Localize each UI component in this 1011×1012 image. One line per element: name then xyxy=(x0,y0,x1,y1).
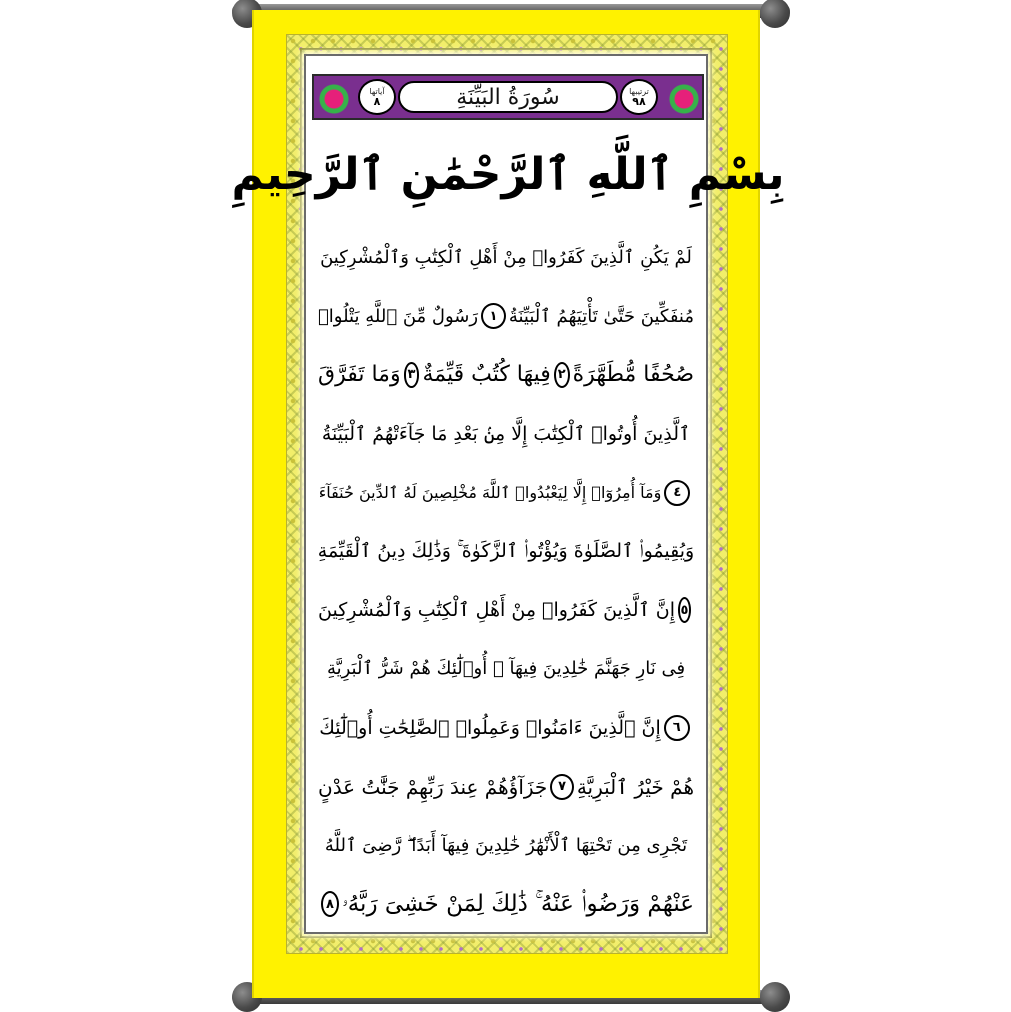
ayah-number-marker: ٣ xyxy=(404,362,420,388)
verse-count-medallion xyxy=(358,79,396,115)
verse-line: ٦ إِنَّ ٱلَّذِينَ ءَامَنُوا۟ وَعَمِلُوا۟ ٱلصَّٰلِحَٰتِ أُو۟لَٰٓئِكَ xyxy=(318,698,694,757)
verse-line: مُنفَكِّينَ حَتَّىٰ تَأْتِيَهُمُ ٱلْبَيِّنَةُ ١ رَسُولٌ مِّنَ ٱللَّهِ يَتْلُوا۟ xyxy=(318,287,694,346)
verse-line: عَنْهُمْ وَرَضُوا۟ عَنْهُ ۚ ذَٰلِكَ لِمَنْ خَشِىَ رَبَّهُۥ ٨ xyxy=(318,875,694,934)
basmala: بِسْمِ ٱللَّهِ ٱلرَّحْمَٰنِ ٱلرَّحِيمِ xyxy=(231,148,785,200)
ayah-number-marker: ١ xyxy=(481,303,506,329)
verse-count-number: ٨ xyxy=(373,94,381,108)
ayah-number-marker: ٢ xyxy=(554,362,570,388)
surah-title-cartouche xyxy=(398,81,618,113)
ayah-number-marker: ٦ xyxy=(664,715,690,741)
verse-line: تَجْرِى مِن تَحْتِهَا ٱلْأَنْهَٰرُ خَٰلِدِينَ فِيهَآ أَبَدًا ۖ رَّضِىَ ٱللَّهُ xyxy=(324,834,688,856)
surah-order-number: ٩٨ xyxy=(632,94,646,108)
ayah-number-marker: ٤ xyxy=(664,480,690,506)
surah-title: سُورَةُ البَيِّنَةِ xyxy=(456,84,560,110)
ayah-number-marker: ٨ xyxy=(321,891,339,917)
verse-line: هُمْ خَيْرُ ٱلْبَرِيَّةِ ٧ جَزَآؤُهُمْ عِندَ رَبِّهِمْ جَنَّٰتُ عَدْنٍ xyxy=(318,774,694,799)
ayah-number-marker: ٧ xyxy=(550,774,574,800)
surah-header xyxy=(312,74,704,120)
ayah-number-marker: ٥ xyxy=(678,597,691,623)
surah-order-medallion xyxy=(620,79,658,115)
verse-line: لَمْ يَكُنِ ٱلَّذِينَ كَفَرُوا۟ مِنْ أَهْلِ ٱلْكِتَٰبِ وَٱلْمُشْرِكِينَ xyxy=(320,246,692,268)
verse-line: ٱلَّذِينَ أُوتُوا۟ ٱلْكِتَٰبَ إِلَّا مِنۢ بَعْدِ مَا جَآءَتْهُمُ ٱلْبَيِّنَةُ xyxy=(321,422,691,445)
verses-block xyxy=(318,228,694,934)
rod-end-knob xyxy=(760,0,790,28)
verse-line: صُحُفًا مُّطَهَّرَةً ٢ فِيهَا كُتُبٌ قَيِّمَةٌ ٣ وَمَا تَفَرَّقَ xyxy=(318,362,694,388)
surah-order-label: ترتيبها xyxy=(629,86,649,96)
verse-line: ٥ إِنَّ ٱلَّذِينَ كَفَرُوا۟ مِنْ أَهْلِ ٱلْكِتَٰبِ وَٱلْمُشْرِكِينَ xyxy=(318,581,694,640)
verse-line: فِى نَارِ جَهَنَّمَ خَٰلِدِينَ فِيهَآ ۚ أُو۟لَٰٓئِكَ هُمْ شَرُّ ٱلْبَرِيَّةِ xyxy=(326,658,686,680)
rod-end-knob xyxy=(760,982,790,1012)
verse-line: ٤ وَمَآ أُمِرُوٓا۟ إِلَّا لِيَعْبُدُوا۟ ٱللَّهَ مُخْلِصِينَ لَهُ ٱلدِّينَ حُنَفَآءَ xyxy=(318,463,694,522)
verse-count-label: آياتها xyxy=(369,86,385,96)
verse-line: وَيُقِيمُوا۟ ٱلصَّلَوٰةَ وَيُؤْتُوا۟ ٱلزَّكَوٰةَ ۚ وَذَٰلِكَ دِينُ ٱلْقَيِّمَةِ xyxy=(318,540,694,563)
